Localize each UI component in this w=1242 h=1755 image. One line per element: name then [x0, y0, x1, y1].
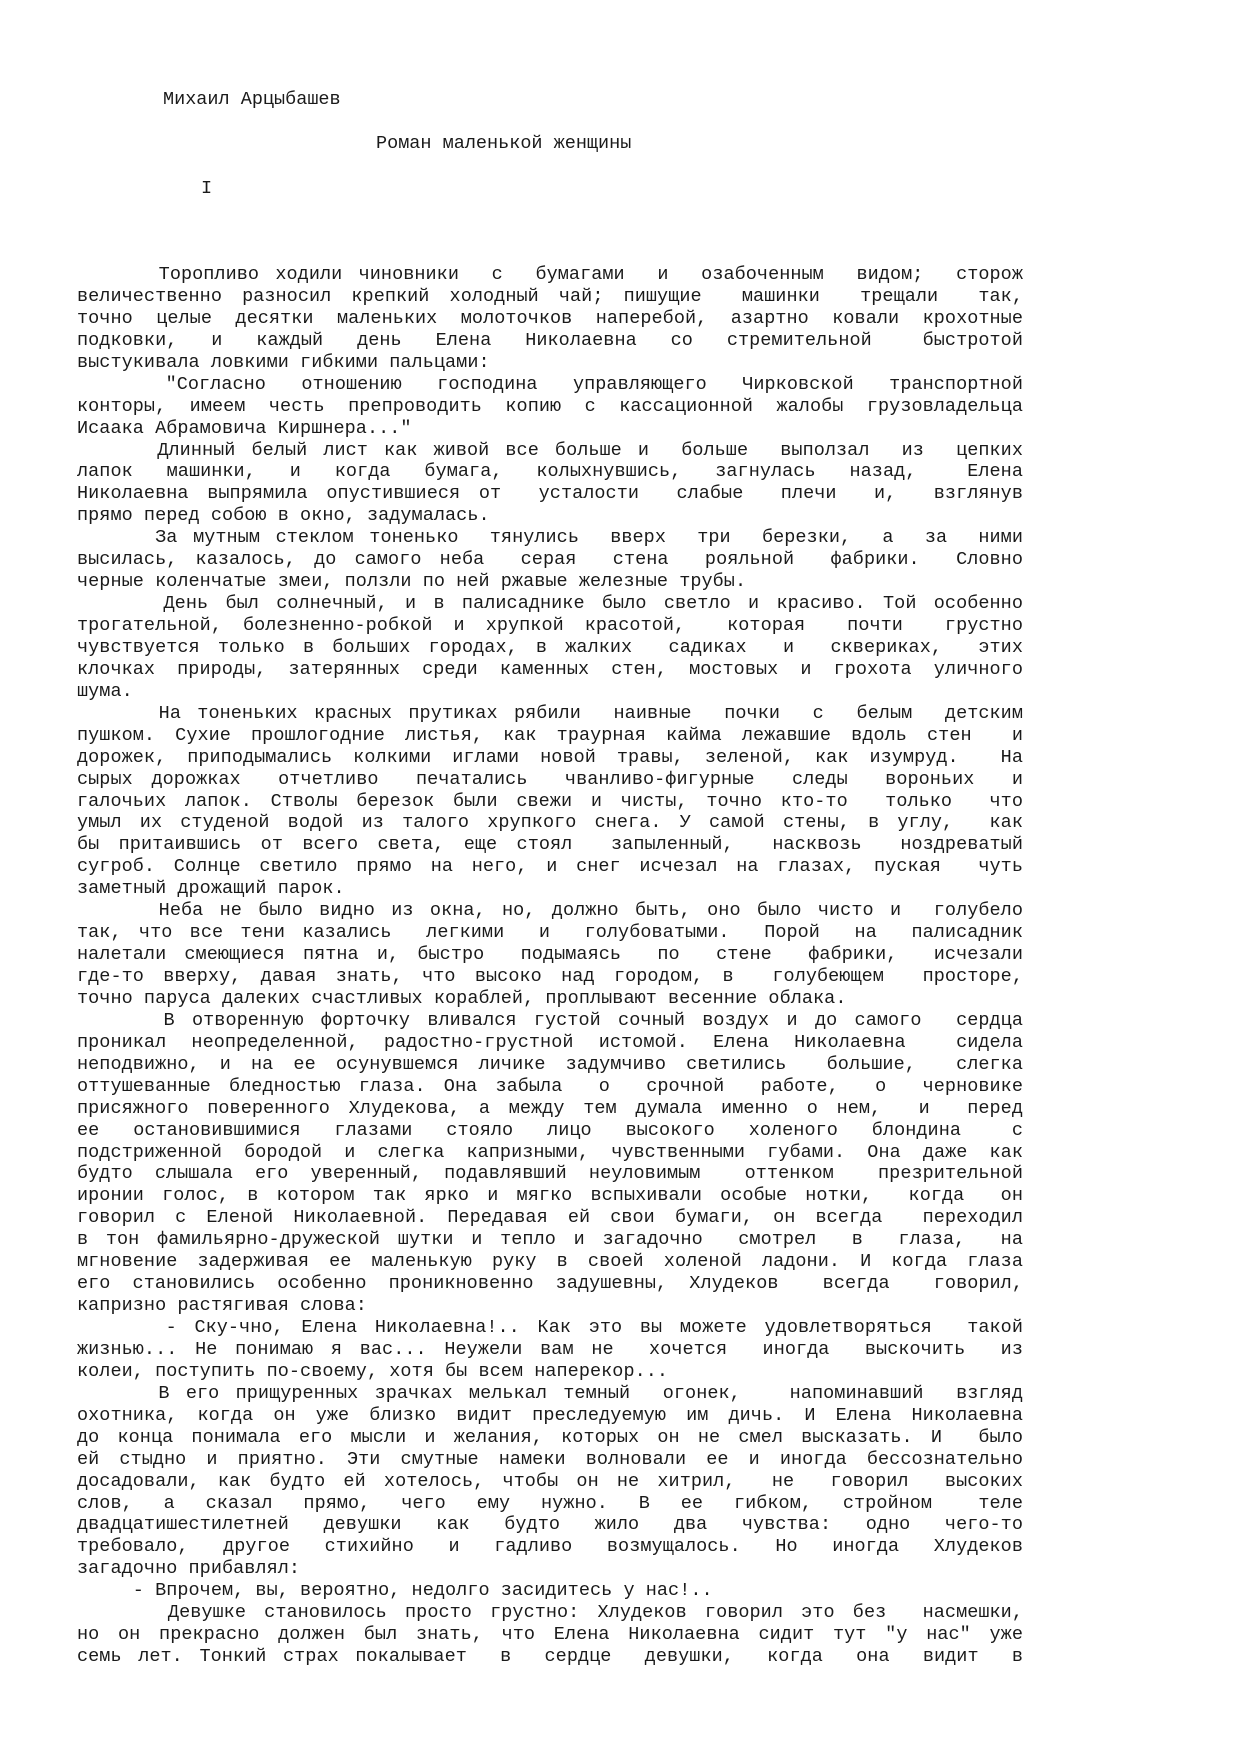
text-line: точно целые десятки маленьких молоточков наперебой, азартно ковали крохотные — [77, 307, 1023, 329]
document-title: Роман маленькой женщины — [376, 133, 632, 154]
text-line: Девушке становилось просто грустно: Хлудеков говорил это без насмешки, — [77, 1602, 1023, 1624]
text-line: дорожек, приподымались колкими иглами новой травы, зеленой, как изумруд. На — [77, 746, 1023, 768]
text-line: величественно разносил крепкий холодный чай; пишущие машинки трещали так, — [77, 285, 1023, 307]
text-line: капризно растягивая слова: — [77, 1295, 367, 1317]
text-line: требовало, другое стихийно и гадливо возмущалось. Но иногда Хлудеков — [77, 1536, 1023, 1558]
text-line: жизнью... Не понимаю я вас... Неужели вам не хочется иногда выскочить из — [77, 1338, 1023, 1360]
text-line: бы притаившись от всего света, еще стоял запыленный, насквозь ноздреватый — [77, 834, 1023, 856]
text-line: присяжного поверенного Хлудекова, а между тем думала именно о нем, и перед — [77, 1097, 1023, 1119]
text-line: загадочно прибавлял: — [77, 1558, 301, 1580]
text-line: охотника, когда он уже близко видит преследуемую им дичь. И Елена Николаевна — [77, 1404, 1023, 1426]
text-line: досадовали, как будто ей хотелось, чтобы он не хитрил, не говорил высоких — [77, 1470, 1023, 1492]
text-line: высилась, казалось, до самого неба серая стена рояльной фабрики. Словно — [77, 549, 1023, 571]
text-line: неподвижно, и на ее осунувшемся личике задумчиво светились большие, слегка — [77, 1053, 1023, 1075]
text-line: подстриженной бородой и слегка капризными, чувственными губами. Она даже как — [77, 1141, 1023, 1163]
text-line: налетали смеющиеся пятна и, быстро подымаясь по стене фабрики, исчезали — [77, 944, 1023, 966]
text-line: трогательной, болезненно-робкой и хрупкой красотой, которая почти грустно — [77, 615, 1023, 636]
text-line: Длинный белый лист как живой все больше и больше выползал из цепких — [77, 439, 1023, 461]
author-name: Михаил Арцыбашев — [163, 89, 341, 110]
text-line: слов, а сказал прямо, чего ему нужно. В ее гибком, стройном теле — [77, 1492, 1023, 1514]
text-line: лапок машинки, и когда бумага, колыхнувшись, загнулась назад, Елена — [77, 461, 1023, 483]
text-line: его становились особенно проникновенно задушевны, Хлудеков всегда говорил, — [77, 1273, 1023, 1295]
text-line: до конца понимала его мысли и желания, которых он не смел высказать. И было — [77, 1426, 1023, 1448]
text-line: ей стыдно и приятно. Эти смутные намеки волновали ее и иногда бессознательно — [77, 1448, 1023, 1470]
text-line: подковки, и каждый день Елена Николаевна со стремительной быстротой — [77, 329, 1023, 351]
text-line: в тон фамильярно-дружеской шутки и тепло и загадочно смотрел в глаза, на — [77, 1229, 1023, 1251]
text-line: В его прищуренных зрачках мелькал темный огонек, напоминавший взгляд — [77, 1382, 1023, 1404]
text-line: конторы, имеем честь препроводить копию с кассационной жалобы грузовладельца — [77, 395, 1023, 417]
body-text — [77, 264, 1023, 1668]
text-line: Николаевна выпрямила опустившиеся от усталости слабые плечи и, взглянув — [77, 483, 1023, 505]
text-line: чувствуется только в больших городах, в жалких садиках и сквериках, этих — [77, 636, 1023, 658]
text-line: говорил с Еленой Николаевной. Передавая ей свои бумаги, он всегда переходил — [77, 1207, 1023, 1229]
text-line: - Ску-чно, Елена Николаевна!.. Как это вы можете удовлетворяться такой — [77, 1317, 1023, 1338]
text-line: умыл их студеной водой из талого хрупкого снега. У самой стены, в углу, как — [77, 812, 1023, 834]
text-line: Торопливо ходили чиновники с бумагами и озабоченным видом; сторож — [77, 264, 1023, 285]
text-line: проникал неопределенной, радостно-грустной истомой. Елена Николаевна сидела — [77, 1031, 1023, 1053]
text-line: но он прекрасно должен был знать, что Елена Николаевна сидит тут "у нас" уже — [77, 1624, 1023, 1646]
text-line: двадцатишестилетней девушки как будто жило два чувства: одно чего-то — [77, 1514, 1023, 1536]
text-line: пушком. Сухие прошлогодние листья, как траурная кайма лежавшие вдоль стен и — [77, 724, 1023, 746]
text-line: иронии голос, в котором так ярко и мягко вспыхивали особые нотки, когда он — [77, 1185, 1023, 1207]
text-line: мгновение задерживая ее маленькую руку в своей холеной ладони. И когда глаза — [77, 1251, 1023, 1273]
text-line: На тоненьких красных прутиках рябили наивные почки с белым детским — [77, 702, 1023, 724]
text-line: клочках природы, затерянных среди каменных стен, мостовых и грохота уличного — [77, 658, 1023, 680]
text-line: так, что все тени казались легкими и голубоватыми. Порой на палисадник — [77, 922, 1023, 944]
text-line: где-то вверху, давая знать, что высоко над городом, в голубеющем просторе, — [77, 966, 1023, 987]
text-line: "Согласно отношению господина управляющего Чирковской транспортной — [77, 373, 1023, 395]
text-line: точно паруса далеких счастливых кораблей, проплывают весенние облака. — [77, 987, 847, 1009]
text-line: В отворенную форточку вливался густой сочный воздух и до самого сердца — [77, 1009, 1023, 1031]
text-line: За мутным стеклом тоненько тянулись вверх три березки, а за ними — [77, 527, 1023, 549]
text-line: галочьих лапок. Стволы березок были свежи и чисты, точно кто-то только что — [77, 790, 1023, 812]
text-line: сырых дорожках отчетливо печатались чванливо-фигурные следы вороньих и — [77, 768, 1023, 790]
text-line: будто слышала его уверенный, подавлявший неуловимым оттенком презрительной — [77, 1163, 1023, 1185]
text-line: семь лет. Тонкий страх покалывает в сердце девушки, когда она видит в — [77, 1646, 1023, 1668]
text-line: выстукивала ловкими гибкими пальцами: — [77, 351, 490, 373]
chapter-number: I — [201, 178, 213, 199]
text-line: заметный дрожащий парок. — [77, 878, 345, 900]
text-line: Неба не было видно из окна, но, должно быть, оно было чисто и голубело — [77, 900, 1023, 922]
text-line: колеи, поступить по-своему, хотя бы всем наперекор... — [77, 1360, 669, 1382]
text-line: Исаака Абрамовича Киршнера..." — [77, 417, 412, 439]
text-line: сугроб. Солнце светило прямо на него, и снег исчезал на глазах, пуская чуть — [77, 856, 1023, 878]
text-line: День был солнечный, и в палисаднике было светло и красиво. Той особенно — [77, 593, 1023, 615]
text-line: шума. — [77, 680, 133, 702]
text-line: - Впрочем, вы, вероятно, недолго засидитесь у нас!.. — [77, 1580, 713, 1602]
text-line: прямо перед собою в окно, задумалась. — [77, 505, 490, 527]
text-line: черные коленчатые змеи, ползли по ней ржавые железные трубы. — [77, 571, 747, 593]
text-line: ее остановившимися глазами стояло лицо высокого холеного блондина с — [77, 1119, 1023, 1141]
text-line: оттушеванные бледностью глаза. Она забыла о срочной работе, о черновике — [77, 1075, 1023, 1097]
